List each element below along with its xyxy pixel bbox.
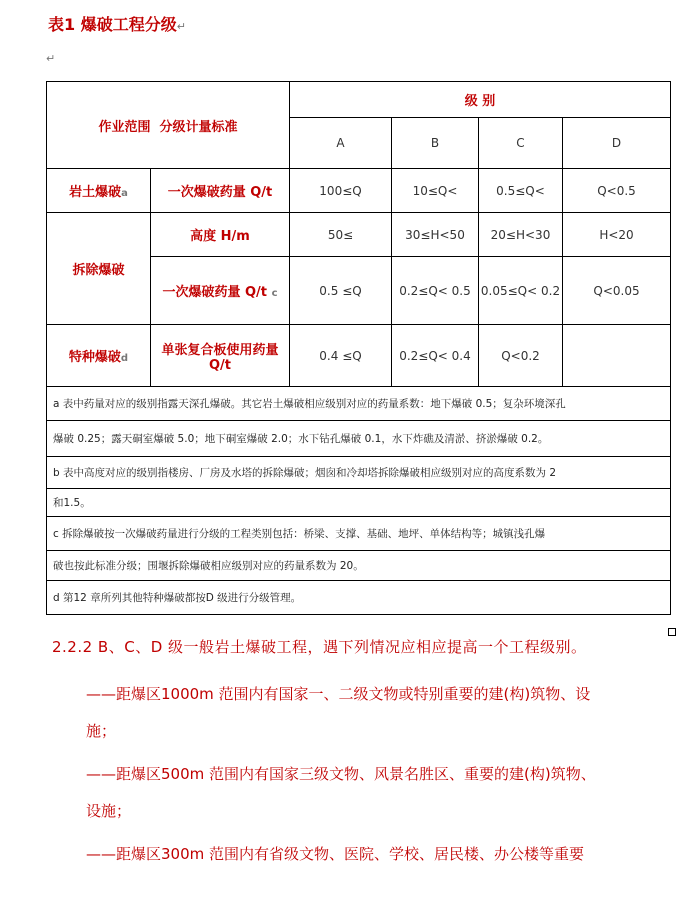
note-line: c 拆除爆破按一次爆破药量进行分级的工程类别包括：桥梁、支撑、基础、地坪、单体结构等；城镇浅孔爆 <box>47 517 671 551</box>
standard-height: 高度 H/m <box>151 213 290 257</box>
rock-b: 10≤Q< <box>392 169 479 213</box>
standard-demolition-charge: 一次爆破药量 Q/t c <box>151 257 290 325</box>
charge-a: 0.5 ≤Q <box>290 257 392 325</box>
list-item: ——距爆区300m 范围内有省级文物、医院、学校、居民楼、办公楼等重要 <box>86 845 585 863</box>
charge-b: 0.2≤Q< 0.5 <box>392 257 479 325</box>
grading-table <box>46 81 671 615</box>
special-b: 0.2≤Q< 0.4 <box>392 325 479 387</box>
rock-c: 0.5≤Q< <box>479 169 563 213</box>
rock-a: 100≤Q <box>290 169 392 213</box>
grade-a: A <box>290 118 392 169</box>
height-a: 50≤ <box>290 213 392 257</box>
paragraph-mark: ↵ <box>46 52 56 65</box>
scope-demolition: 拆除爆破 <box>47 213 151 325</box>
standard-special: 单张复合板使用药量 Q/t <box>151 325 290 387</box>
note-line: 爆破 0.25；露天硐室爆破 5.0；地下硐室爆破 2.0；水下钻孔爆破 0.1，水下炸礁及清淤、挤淤爆破 0.2。 <box>47 421 671 457</box>
special-c: Q<0.2 <box>479 325 563 387</box>
height-c: 20≤H<30 <box>479 213 563 257</box>
special-a: 0.4 ≤Q <box>290 325 392 387</box>
list-item: ——距爆区1000m 范围内有国家一、二级文物或特别重要的建(构)筑物、设 <box>86 685 591 703</box>
scope-rock: 岩土爆破a <box>47 169 151 213</box>
list-item: ——距爆区500m 范围内有国家三级文物、风景名胜区、重要的建(构)筑物、 <box>86 765 596 783</box>
rock-d: Q<0.5 <box>563 169 671 213</box>
note-line: a 表中药量对应的级别指露天深孔爆破。其它岩土爆破相应级别对应的药量系数：地下爆破 0.5；复杂环境深孔 <box>47 387 671 421</box>
grade-d: D <box>563 118 671 169</box>
note-line: 破也按此标准分级；围堰拆除爆破相应级别对应的药量系数为 20。 <box>47 551 671 581</box>
header-grade: 级 别 <box>290 82 671 118</box>
list-item: 施； <box>86 722 117 740</box>
note-line: b 表中高度对应的级别指楼房、厂房及水塔的拆除爆破；烟囱和冷却塔拆除爆破相应级别对应的高度系数为 2 <box>47 457 671 489</box>
special-d <box>563 325 671 387</box>
grade-b: B <box>392 118 479 169</box>
table-resize-handle[interactable] <box>668 628 676 636</box>
note-line: d 第12 章所列其他特种爆破都按D 级进行分级管理。 <box>47 581 671 615</box>
section-heading: 2.2.2 B、C、D 级一般岩土爆破工程，遇下列情况应相应提高一个工程级别。 <box>52 638 587 656</box>
grade-c: C <box>479 118 563 169</box>
charge-d: Q<0.05 <box>563 257 671 325</box>
header-scope-standard: 作业范围 分级计量标准 <box>47 82 290 169</box>
scope-special: 特种爆破d <box>47 325 151 387</box>
standard-rock: 一次爆破药量 Q/t <box>151 169 290 213</box>
note-line: 和1.5。 <box>47 489 671 517</box>
height-d: H<20 <box>563 213 671 257</box>
page-title: 表1 爆破工程分级↵ <box>48 15 186 34</box>
list-item: 设施； <box>86 802 132 820</box>
charge-c: 0.05≤Q< 0.2 <box>479 257 563 325</box>
height-b: 30≤H<50 <box>392 213 479 257</box>
